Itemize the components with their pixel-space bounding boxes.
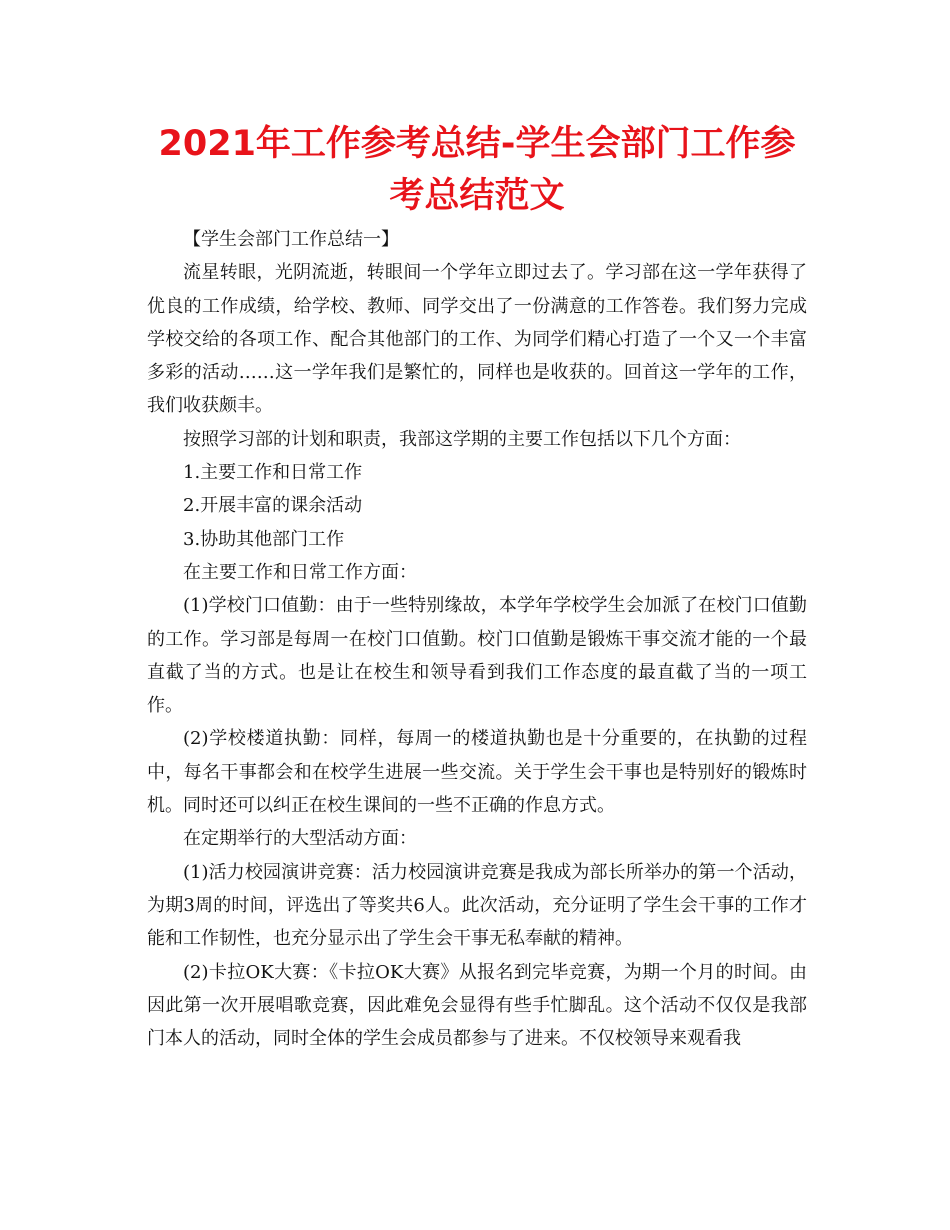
list-item-2: 2.开展丰富的课余活动 [183,495,363,517]
paragraph-plan: 按照学习部的计划和职责，我部这学期的主要工作包括以下几个方面： [183,428,741,450]
paragraph-daily-work: 在主要工作和日常工作方面： [183,561,417,583]
document-title: 2021年工作参考总结-学生会部门工作参考总结范文 [158,124,796,216]
paragraph-gate-duty: (1)学校门口值勤：由于一些特别缘故，本学年学校学生会加派了在校门口值勤的工作。学习部是每周一在校门口值勤。校门口值勤是锻炼干事交流才能的一个最直截了当的方式。也是让在校生和领导看到我们工作态度的最直截了当的一项工作。 [147,595,807,717]
paragraph-intro: 流星转眼，光阴流逝，转眼间一个学年立即过去了。学习部在这一学年获得了优良的工作成绩，给学校、教师、同学交出了一份满意的工作答卷。我们努力完成学校交给的各项工作、配合其他部门的工作、为同学们精心打造了一个又一个丰富多彩的活动……这一学年我们是繁忙的，同样也是收获的。回首这一学年的工作，我们收获颇丰。 [147,262,807,417]
section-heading: 【学生会部门工作总结一】 [183,229,399,250]
list-item-1: 1.主要工作和日常工作 [183,462,363,484]
paragraph-events: 在定期举行的大型活动方面： [183,828,417,850]
paragraph-corridor-duty: (2)学校楼道执勤：同样，每周一的楼道执勤也是十分重要的，在执勤的过程中，每名干事都会和在校学生进展一些交流。关于学生会干事也是特别好的锻炼时机。同时还可以纠正在校生课间的一些不正确的作息方式。 [147,728,807,817]
document-body [147,223,807,1055]
list-item-3: 3.协助其他部门工作 [183,528,345,550]
paragraph-karaoke-contest: (2)卡拉OK大赛：《卡拉OK大赛》从报名到完毕竞赛，为期一个月的时间。由因此第一次开展唱歌竞赛，因此难免会显得有些手忙脚乱。这个活动不仅仅是我部门本人的活动，同时全体的学生会成员都参与了进来。不仅校领导来观看我 [147,961,807,1050]
paragraph-speech-contest: (1)活力校园演讲竞赛：活力校园演讲竞赛是我成为部长所举办的第一个活动，为期3周的时间，评选出了等奖共6人。此次活动，充分证明了学生会干事的工作才能和工作韧性，也充分显示出了学生会干事无私奉献的精神。 [147,861,807,950]
document-page [147,118,807,1055]
